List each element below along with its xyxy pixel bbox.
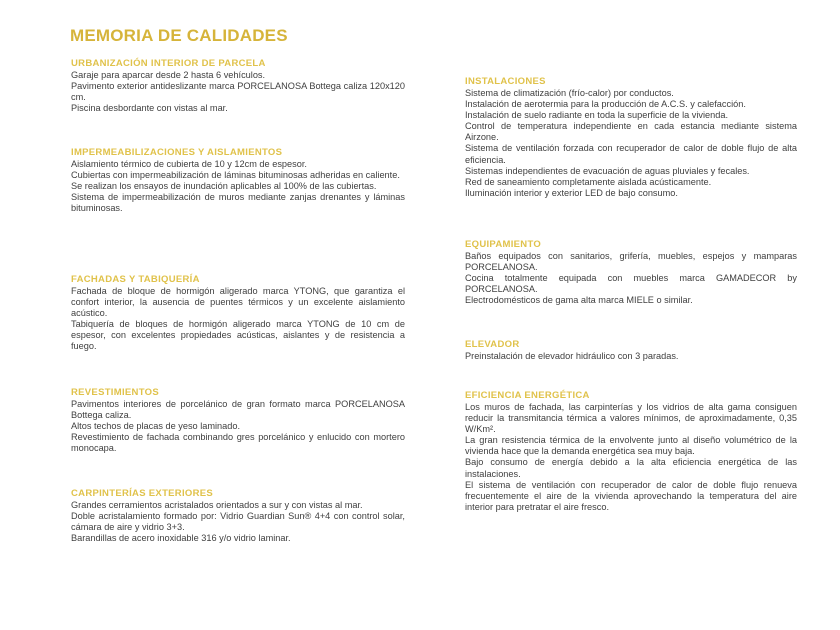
section-heading: EFICIENCIA ENERGÉTICA <box>465 390 590 401</box>
section-paragraph: La gran resistencia térmica de la envolvente junto al diseño volumétrico de la vivienda hace que la demanda energética sea muy baja. <box>465 435 797 457</box>
section-paragraph: Los muros de fachada, las carpinterías y los vidrios de alta gama consiguen reducir la transmitancia térmica a valores mínimos, de aproximadamente, 0,35 W/Km². <box>465 402 797 435</box>
document-title: MEMORIA DE CALIDADES <box>70 26 288 45</box>
section-paragraph: Sistema de climatización (frío-calor) por conductos. <box>465 88 674 98</box>
section-paragraph: Barandillas de acero inoxidable 316 y/o vidrio laminar. <box>71 533 291 544</box>
section-paragraph: Tabiquería de bloques de hormigón aligerado marca YTONG de 10 cm de espesor, con excelentes propiedades acústicas, aislantes y de resistencia a fuego. <box>71 319 405 352</box>
section-paragraph: Cocina totalmente equipada con muebles marca GAMADECOR by PORCELANOSA. <box>465 273 797 295</box>
section-paragraph: El sistema de ventilación con recuperador de calor de doble flujo renueva frecuentemente el aire de la vivienda aprovechando la temperatura del aire interior para pretratar el aire fresco. <box>465 479 797 512</box>
section-paragraph: Baños equipados con sanitarios, grifería, muebles, espejos y mamparas PORCELANOSA. <box>465 251 797 273</box>
section-paragraph: Piscina desbordante con vistas al mar. <box>71 103 228 114</box>
section-paragraph: Se realizan los ensayos de inundación aplicables al 100% de las cubiertas. <box>71 181 377 192</box>
section-paragraph: Instalación de suelo radiante en toda la superficie de la vivienda. <box>465 110 729 121</box>
section-heading: FACHADAS Y TABIQUERÍA <box>71 274 200 285</box>
section-paragraph: Sistema de ventilación forzada con recuperador de calor de doble flujo de alta eficiencia. <box>465 143 797 165</box>
section-paragraph: Sistemas independientes de evacuación de aguas pluviales y fecales. <box>465 165 750 176</box>
section-paragraph: Fachada de bloque de hormigón aligerado marca YTONG, que garantiza el confort interior, la ausencia de puentes térmicos y un excelente aislamiento acústico. <box>71 286 405 319</box>
section-urbanizacion <box>71 58 405 114</box>
section-paragraph: Doble acristalamiento formado por: Vidrio Guardian Sun® 4+4 con control solar, cámara de aire y vidrio 3+3. <box>71 511 405 533</box>
section-paragraph: Pavimentos interiores de porcelánico de gran formato marca PORCELANOSA Bottega caliza. <box>71 399 405 421</box>
section-paragraph: Bajo consumo de energía debido a la alta eficiencia energética de las instalaciones. <box>465 457 797 479</box>
section-revestimientos <box>71 387 405 454</box>
section-paragraph: Instalación de aerotermia para la producción de A.C.S. y calefacción. <box>465 99 746 110</box>
section-heading: REVESTIMIENTOS <box>71 387 159 398</box>
section-paragraph: Red de saneamiento completamente aislada acústicamente. <box>465 176 712 187</box>
section-paragraph: Electrodomésticos de gama alta marca MIELE o similar. <box>465 295 693 306</box>
section-paragraph: Altos techos de placas de yeso laminado. <box>71 421 241 432</box>
section-instalaciones <box>465 76 797 199</box>
section-paragraph: Control de temperatura independiente en cada estancia mediante sistema Airzone. <box>465 121 797 143</box>
section-elevador <box>465 339 797 362</box>
section-heading: CARPINTERÍAS EXTERIORES <box>71 488 214 499</box>
section-paragraph: Pavimento exterior antideslizante marca PORCELANOSA Bottega caliza 120x120 cm. <box>71 81 405 103</box>
section-heading: IMPERMEABILIZACIONES Y AISLAMIENTOS <box>71 147 283 158</box>
section-paragraph: Preinstalación de elevador hidráulico con 3 paradas. <box>465 351 679 361</box>
section-paragraph: Sistema de impermeabilización de muros mediante zanjas drenantes y láminas bituminosas. <box>71 192 405 214</box>
section-equipamiento <box>465 239 797 306</box>
section-paragraph: Revestimiento de fachada combinando gres porcelánico y enlucido con mortero monocapa. <box>71 432 405 454</box>
section-heading: ELEVADOR <box>465 339 520 350</box>
section-paragraph: Cubiertas con impermeabilización de láminas bituminosas adheridas en caliente. <box>71 170 400 181</box>
section-heading: URBANIZACIÓN INTERIOR DE PARCELA <box>71 58 266 69</box>
section-paragraph: Aislamiento térmico de cubierta de 10 y 12cm de espesor. <box>71 159 307 169</box>
section-paragraph: Grandes cerramientos acristalados orientados a sur y con vistas al mar. <box>71 500 363 510</box>
section-eficiencia-energetica <box>465 390 797 513</box>
section-heading: INSTALACIONES <box>465 76 546 87</box>
section-fachadas <box>71 274 405 353</box>
section-heading: EQUIPAMIENTO <box>465 239 542 250</box>
section-carpinterias <box>71 488 405 544</box>
section-impermeabilizaciones <box>71 147 405 214</box>
section-paragraph: Garaje para aparcar desde 2 hasta 6 vehículos. <box>71 70 266 80</box>
section-paragraph: Iluminación interior y exterior LED de bajo consumo. <box>465 187 678 198</box>
